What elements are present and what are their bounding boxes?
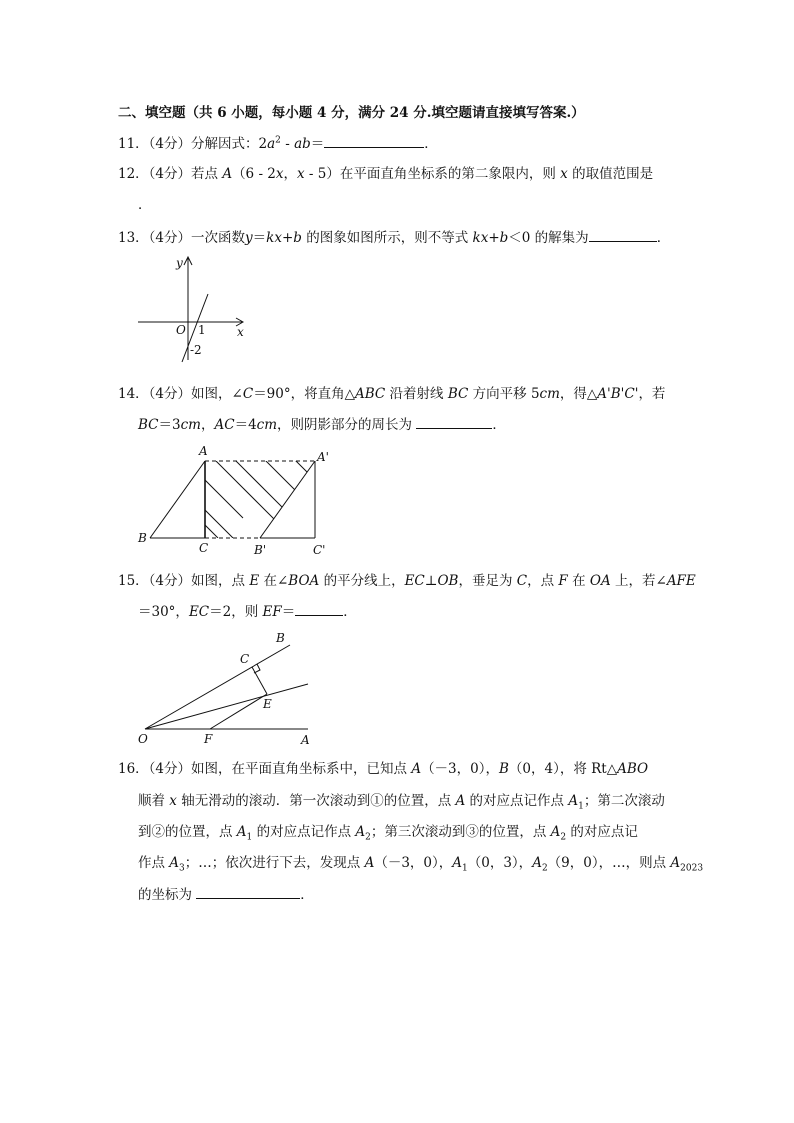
q15-figure bbox=[130, 626, 330, 751]
label-F: F bbox=[204, 732, 213, 746]
answer-blank-15[interactable] bbox=[295, 603, 343, 616]
question-16-line4: 作点 $A_3$；…；依次进行下去，发现点 A（－3，0），$A_1(0$，3），$A_2(9$，0），…，则点 $A_{2023}$ bbox=[138, 855, 704, 874]
question-14-line2: BC＝3cm，AC＝4cm，则阴影部分的周长为 ． bbox=[138, 417, 506, 433]
question-12-end[interactable]: ． bbox=[138, 197, 152, 213]
y-axis-label: y bbox=[176, 256, 183, 270]
question-14: 14．（4分）如图，∠C＝90°，将直角△ABC 沿着射线 BC 方向平移 5cm，得△A'B'C'，若 bbox=[118, 386, 666, 402]
label-A-prime: A' bbox=[317, 450, 329, 464]
label-O: O bbox=[138, 732, 148, 746]
x-intercept-label: 1 bbox=[198, 323, 206, 337]
question-15: 15．（4分）如图，点 E 在∠BOA 的平分线上，EC⊥OB，垂足为 C，点 F 在 OA 上，若∠AFE bbox=[118, 573, 696, 589]
question-16: 16．（4分）如图，在平面直角坐标系中，已知点 A（－3，0），B（0，4），将 Rt△ABO bbox=[118, 761, 649, 777]
y-intercept-label: -2 bbox=[190, 343, 202, 357]
answer-blank-16[interactable] bbox=[196, 886, 300, 899]
question-16-line2: 顺着 x 轴无滑动的滚动．第一次滚动到①的位置，点 A 的对应点记作点 $A_1$；第二次滚动 bbox=[138, 793, 665, 812]
question-12: 12．（4分）若点 A（6 - 2x，x - 5）在平面直角坐标系的第二象限内，则 x 的取值范围是 bbox=[118, 166, 654, 182]
question-16-line5: 的坐标为 ． bbox=[138, 887, 314, 903]
q14-figure bbox=[130, 440, 350, 560]
question-15-line2: ＝30°，EC＝2，则 EF＝ ． bbox=[138, 604, 357, 620]
label-B-prime: B' bbox=[254, 543, 267, 557]
label-B: B bbox=[276, 631, 285, 645]
question-11: 11．（4分）分解因式：$2a^2 - ab=$ ． bbox=[118, 135, 438, 152]
label-C: C bbox=[240, 652, 250, 666]
label-E: E bbox=[263, 697, 272, 711]
question-16-line3: 到②的位置，点 $A_1$ 的对应点记作点 $A_2$；第三次滚动到③的位置，点 $A_2$ 的对应点记 bbox=[138, 824, 638, 843]
label-C-prime: C' bbox=[313, 543, 326, 557]
label-A: A bbox=[199, 444, 208, 458]
label-B: B bbox=[138, 531, 147, 545]
x-axis-label: x bbox=[237, 325, 244, 339]
answer-blank-11[interactable] bbox=[324, 135, 424, 148]
section-title: 二、填空题（共 6 小题，每小题 4 分，满分 24 分.填空题请直接填写答案.） bbox=[118, 105, 585, 121]
q13-graph bbox=[130, 250, 260, 370]
label-C: C bbox=[199, 541, 209, 555]
origin-label: O bbox=[176, 323, 186, 337]
label-A: A bbox=[301, 733, 310, 747]
answer-blank-13[interactable] bbox=[589, 229, 657, 242]
answer-blank-14[interactable] bbox=[416, 416, 492, 429]
question-13: 13．（4分）一次函数y＝kx+b 的图象如图所示，则不等式 kx+b＜0 的解集为 ． bbox=[118, 230, 671, 246]
